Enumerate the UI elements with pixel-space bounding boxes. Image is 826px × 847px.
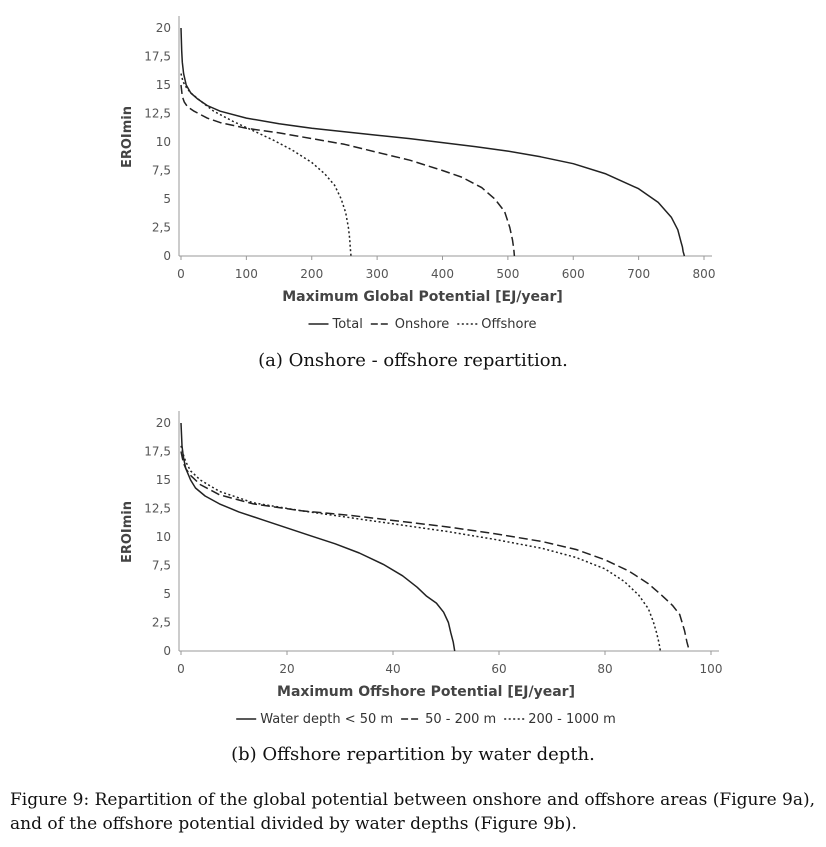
y-tick-label: 17,5 — [144, 444, 171, 459]
legend-label: Total — [332, 317, 363, 332]
x-tick-label: 0 — [177, 662, 185, 676]
y-tick-label: 10 — [155, 530, 171, 544]
x-tick-label: 100 — [234, 267, 258, 281]
x-axis-title: Maximum Global Potential [EJ/year] — [282, 289, 563, 305]
x-tick-label: 80 — [597, 662, 613, 676]
series-line — [181, 74, 351, 256]
y-tick-label: 7,5 — [151, 558, 171, 573]
legend-item — [401, 712, 496, 727]
legend-label: 200 - 1000 m — [528, 712, 616, 727]
y-tick-label: 17,5 — [144, 49, 171, 64]
y-tick-label: 20 — [155, 21, 171, 35]
y-tick-label: 15 — [155, 78, 171, 92]
y-tick-label: 5 — [163, 587, 171, 601]
y-tick-label: 20 — [155, 416, 171, 430]
subcaption-b: (b) Offshore repartition by water depth. — [231, 744, 595, 765]
y-tick-label: 10 — [155, 135, 171, 149]
x-tick-label: 400 — [431, 267, 454, 281]
chart-a-svg — [0, 0, 826, 345]
x-tick-label: 100 — [699, 662, 723, 676]
x-tick-label: 700 — [627, 267, 651, 281]
x-tick-label: 40 — [385, 662, 401, 676]
series-line — [181, 452, 689, 652]
x-tick-label: 300 — [365, 267, 389, 281]
series-line — [181, 423, 455, 651]
series-line — [181, 85, 514, 256]
legend — [309, 317, 537, 332]
series-line — [181, 28, 684, 256]
x-tick-label: 600 — [561, 267, 585, 281]
legend-label: 50 - 200 m — [425, 712, 497, 727]
x-tick-label: 200 — [300, 267, 324, 281]
legend-item — [309, 317, 363, 332]
series-line — [181, 446, 660, 651]
y-tick-label: 2,5 — [151, 220, 171, 235]
y-tick-label: 0 — [163, 249, 171, 263]
chart-onshore-offshore — [0, 0, 826, 385]
x-axis-title: Maximum Offshore Potential [EJ/year] — [277, 684, 575, 700]
legend-label: Water depth < 50 m — [260, 712, 394, 727]
chart-b-svg — [0, 395, 826, 740]
x-tick-label: 60 — [491, 662, 507, 676]
legend-label: Onshore — [394, 317, 450, 332]
x-tick-label: 500 — [496, 267, 520, 281]
figure-caption: Figure 9: Repartition of the global potential between onshore and offshore areas (Figure 9a), and of the offshore potential divided by water depths (Figure 9b). — [10, 790, 816, 834]
legend-item — [504, 712, 616, 727]
y-tick-label: 0 — [163, 644, 171, 658]
y-tick-label: 12,5 — [144, 501, 171, 516]
x-tick-label: 800 — [692, 267, 716, 281]
legend — [236, 712, 616, 727]
y-tick-label: 2,5 — [151, 615, 171, 630]
chart-offshore-depth — [0, 395, 826, 780]
y-axis-title: EROImin — [120, 500, 135, 564]
x-tick-label: 0 — [177, 267, 185, 281]
x-tick-label: 20 — [279, 662, 295, 676]
legend-item — [236, 712, 393, 727]
legend-item — [371, 317, 450, 332]
y-tick-label: 15 — [155, 473, 171, 487]
subcaption-a: (a) Onshore - offshore repartition. — [258, 350, 568, 371]
legend-item — [457, 317, 536, 332]
y-tick-label: 12,5 — [144, 106, 171, 121]
y-tick-label: 5 — [163, 192, 171, 206]
y-tick-label: 7,5 — [151, 163, 171, 178]
legend-label: Offshore — [481, 317, 537, 332]
y-axis-title: EROImin — [120, 105, 135, 169]
